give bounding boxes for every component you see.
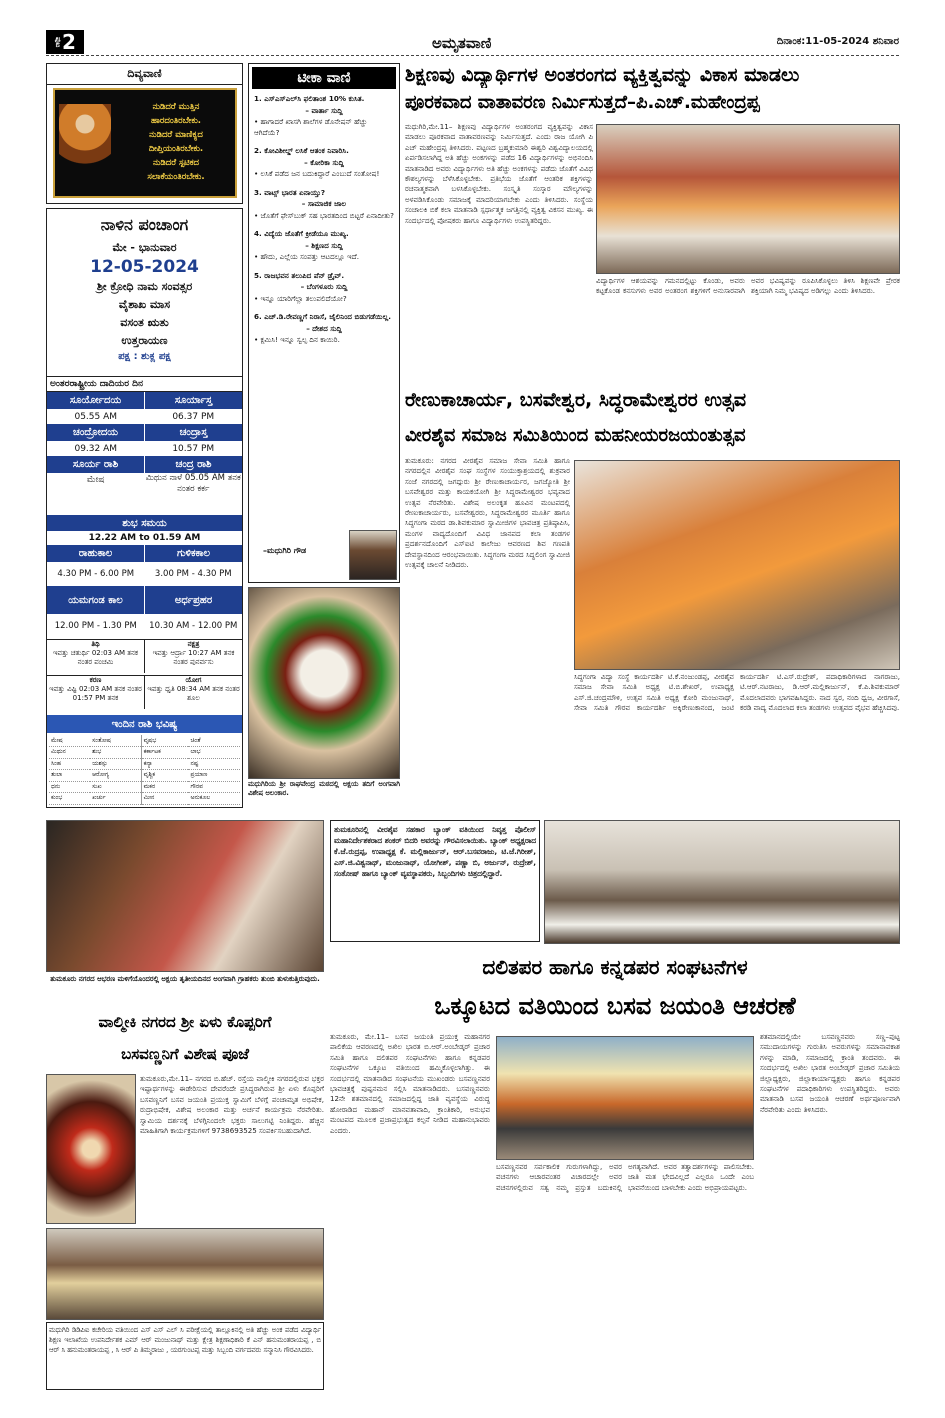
divyavani-line: ನುಡಿದರೆ ಮುತ್ತಿನ <box>152 102 200 112</box>
yoga-value: ಇವತ್ತು ಧೃತಿ 08:34 AM ತನಕ ನಂತರ ಶೂಲ <box>147 685 240 702</box>
story2-body-2: ಸಿದ್ಧಗಂಗಾ ವಿದ್ಯಾ ಸಂಸ್ಥೆ ಕಾರ್ಯದರ್ಶಿ ಟಿ.ಕೆ.ನಂಜುಂಡಪ್ಪ, ವೀರಶೈವ ಸಮಾಜ ಸೇವಾ ಸಮಿತಿ ಅಧ್ಯಕ್ಷ ಟಿ.ಬಿ.ಶೇಖರ್, ಉಪಾಧ್ಯಕ್ಷ ಎಸ್.ಜಿ.ಚಂದ್ರಮೌಳಿ, ಉತ್ಸವ ಸಮಿತಿ ಅಧ್ಯಕ್ಷ ಕೋರಿ ಮಂಜುನಾಥ್, ಸೇವಾ ಸಮಿತಿ ಗೌರವ ಕಾರ್ಯದರ್ಶಿ ಅಕ್ಕಿರೇಣುಕಾನಂದ, ಜಂಟಿ ಕಾರ್ಯದರ್ಶಿ ಟಿ.ಎಸ್.ರುದ್ರೇಶ್, ಪದಾಧಿಕಾರಿಗಳಾದ ನಾಗರಾಜು, ಟಿ.ಆರ್.ನಟರಾಜು, ಡಿ.ಆರ್.ಮಲ್ಲಿಕಾರ್ಜುನ್, ಕೆ.ಪಿ.ಶಿವಕುಮಾರ್ ಮೊದಲಾದವರು ಭಾಗವಹಿಸಿದ್ದರು. ನಾದ ಸ್ವರ, ನಂದಿ ಧ್ವಜ, ವೀರಗಾಸೆ, ಕರಡಿ ವಾದ್ಯ ಮೊದಲಾದ ಕಲಾ ತಂಡಗಳು ಉತ್ಸವದ ವೈಭವ ಹೆಚ್ಚಿಸಿದವು. <box>574 672 900 713</box>
panchanga-masa: ವೈಶಾಖ ಮಾಸ <box>118 298 171 311</box>
suryodaya-label: ಸೂರ್ಯೋದಯ <box>47 392 144 409</box>
sun-labels <box>47 392 242 409</box>
panchanga-ritu: ವಸಂತ ಋತು <box>120 316 169 329</box>
basavanna-idol-photo <box>46 1074 136 1224</box>
gulika-label: ಗುಳಿಕಕಾಲ <box>144 545 242 562</box>
madhugiri-felicitation-photo <box>46 1228 324 1320</box>
story4-col-1: ತುಮಕೂರು, ಮೇ.11– ಬಸವ ಜಯಂತಿ ಪ್ರಯುಕ್ತ ಮಹಾನಗರ ಪಾಲಿಕೆಯ ಆವರಣದಲ್ಲಿ ಅಖಿಲ ಭಾರತ ಬಿ.ಆರ್.ಅಂಬೇಡ್ಕರ್ ಪ್ರಚಾರ ಸಮಿತಿ ಹಾಗೂ ದಲಿತಪರ ಸಂಘಟನೆಗಳು ಹಾಗೂ ಕನ್ನಡಪರ ಸಂಘಟನೆಗಳ ಒಕ್ಕೂಟ ವತಿಯಿಂದ ಹಮ್ಮಿಕೊಳ್ಳಲಾಗಿತ್ತು. ಈ ಸಂದರ್ಭದಲ್ಲಿ ಮಾತನಾಡಿದ ಸಂಘಟನೆಯ ಮುಖಂಡರು ಬಸವಣ್ಣನವರ ಭಾವಚಿತ್ರಕ್ಕೆ ಪುಷ್ಪನಮನ ಸಲ್ಲಿಸಿ ಮಾತನಾಡಿದರು. ಬಸವಣ್ಣನವರು 12ನೇ ಶತಮಾನದಲ್ಲಿ ಸಮಾಜದಲ್ಲಿದ್ದ ಜಾತಿ ವ್ಯವಸ್ಥೆಯ ವಿರುದ್ಧ ಹೋರಾಡಿದ ಮಹಾನ್ ಮಾನವತಾವಾದಿ, ಕ್ರಾಂತಿಕಾರಿ, ಅನುಭವ ಮಂಟಪದ ಮೂಲಕ ಪ್ರಜಾಪ್ರಭುತ್ವದ ಕಲ್ಪನೆ ನೀಡಿದ ಮಹಾನುಭಾವರು ಎಂದರು. <box>330 1032 490 1135</box>
surya-rashi-label: ಸೂರ್ಯ ರಾಶಿ <box>47 456 144 473</box>
tithi-value: ಇವತ್ತು ಚತುರ್ಥಿ 02:03 AM ತನಕ ನಂತರ ಪಂಚಮಿ <box>52 649 139 666</box>
rahu-labels <box>47 545 242 562</box>
story3-headline-1: ವಾಲ್ಮೀಕಿ ನಗರದ ಶ್ರೀ ಏಳು ಕೊಪ್ಪರಿಗೆ <box>98 1013 272 1031</box>
teeka-item: – ಬೆಂಗಳೂರು ಸುದ್ದಿ <box>300 282 348 291</box>
rashi-prediction: ಪ್ರಯಾಣ <box>188 770 240 782</box>
teeka-item: • ಹಾಗಾದರೆ ಖಾಸಗಿ ಶಾಲೆಗಳ ಡೊನೇಷನ್ ಹೆಚ್ಚು ಆಗಿದೆಯೆ? <box>254 117 368 137</box>
karana-value: ಇವತ್ತು ವಿಷ್ಟಿ 02:03 AM ತನಕ ನಂತರ 01:57 PM ತನಕ <box>49 685 142 702</box>
shop-photo-caption: ತುಮಕೂರು ನಗರದ ಆಭರಣ ಮಳಿಗೆಯೊಂದರಲ್ಲಿ ಅಕ್ಷಯ ತೃತೀಯದಿನದ ಅಂಗವಾಗಿ ಗ್ರಾಹಕರು ತುಂಬಿ ತುಳುಕುತ್ತಿರುವುದು. <box>50 975 320 983</box>
rahu-values <box>47 562 242 586</box>
rashi-name: ಕುಂಭ <box>49 793 90 805</box>
teeka-list <box>249 92 399 356</box>
rashi-name: ತುಲಾ <box>49 770 90 782</box>
rashi-title: ಇಂದಿನ ರಾಶಿ ಭವಿಷ್ಯ <box>47 715 242 733</box>
rashi-prediction: ಖರ್ಚು <box>90 793 141 805</box>
divyavani-line: ದೀಪ್ತಿಯಂತಿರಬೇಕು. <box>148 144 204 154</box>
teeka-item: 2. ಕೋವಿಶೀಲ್ಡ್ ಲಸಿಕೆ ಆತಂಕ ನಿವಾರಿಸಿ. <box>254 146 349 155</box>
page-no: 2 <box>62 30 76 54</box>
tithi-label: ತಿಥಿ <box>91 640 100 648</box>
teeka-box <box>248 63 400 583</box>
panchanga-title: ನಾಳಿನ ಪಂಚಾಂಗ <box>100 215 189 234</box>
divyavani-text <box>117 100 235 184</box>
moon-labels <box>47 424 242 441</box>
yoga-label: ಯೋಗ <box>185 676 202 684</box>
story4-col-2: ಬಸವಣ್ಣನವರ ಸರ್ವಕಾಲಿಕ ಗುರುಗಳಾಗಿದ್ದು, ಅವರ ವಚನಗಳು ಆಚಾರವಂತರ ವಿಚಾರದಲ್ಲೇ ಅವರ ವಚನಗಳಲ್ಲಿರುವ ಸತ್ವ ನಮ್ಮ ಪ್ರಸ್ತುತ ಬದುಕಿನಲ್ಲಿ ಅಗತ್ಯವಾಗಿದೆ. ಅವರ ತತ್ವಾದರ್ಶಗಳನ್ನು ಪಾಲಿಸಬೇಕು. ಜಾತಿ ಮತ ಭೇದವಿಲ್ಲದೆ ಎಲ್ಲರೂ ಒಂದೇ ಎಂಬ ಭಾವನೆಯಿಂದ ಬಾಳಬೇಕು ಎಂದು ಅಭಿಪ್ರಾಯಪಟ್ಟರು. <box>496 1162 754 1192</box>
bank-felicitation-photo <box>544 820 900 944</box>
teeka-item: 4. ವಿದ್ಯೆಯ ಜೊತೆಗೆ ಕ್ರೀಡೆಯೂ ಮುಖ್ಯ. <box>254 229 349 238</box>
rashi-name: ಮಿಥುನ <box>49 747 90 759</box>
rahu-label: ರಾಹುಕಾಲ <box>47 545 144 562</box>
nakshatra-value: ಇವತ್ತು ಆರ್ದ್ರಾ 10:27 AM ತನಕ ನಂತರ ಪುನರ್ವಸು <box>152 649 235 666</box>
suryasta-label: ಸೂರ್ಯಾಸ್ತ <box>144 392 242 409</box>
rashi-row <box>49 793 240 805</box>
divyavani-line: ನುಡಿದರೆ ಮಾಣಿಕ್ಯದ <box>149 130 203 140</box>
tithi-cell <box>47 640 145 673</box>
rashi-prediction: ಚಿಂತೆ <box>188 735 240 747</box>
nakshatra-label: ನಕ್ಷತ್ರ <box>187 640 200 648</box>
teeka-item: – ಸಾಮಾಜಿಕ ಜಾಲ <box>301 199 347 208</box>
teeka-item: 6. ಎಚ್.ಡಿ.ರೇವಣ್ಣಗೆ ನಿರಾಸೆ, ಜೈಲಿನಿಂದ ಬಿಡುಗಡೆಯಿಲ್ಲ. <box>254 312 391 321</box>
karana-cell <box>47 676 145 709</box>
rashi-name: ಮಕರ <box>141 781 188 793</box>
chandra-rashi-value: ಮಿಥುನ ನಾಳೆ 05.05 AM ತನಕ ನಂತರ ಕರ್ಕ <box>145 473 241 494</box>
panchanga-date: 12-05-2024 <box>90 257 199 277</box>
idol-caption: ಮಧುಗಿರಿಯ ಶ್ರೀ ರಾಘವೇಂದ್ರ ಮಠದಲ್ಲಿ ಅಕ್ಷಯ ತದಿಗೆ ಅಂಗವಾಗಿ ವಿಶೇಷ ಅಲಂಕಾರ. <box>248 780 400 797</box>
story1-headline-1: ಶಿಕ್ಷಣವು ವಿದ್ಯಾರ್ಥಿಗಳ ಅಂತರಂಗದ ವ್ಯಕ್ತಿತ್ವವನ್ನು ವಿಕಾಸ ಮಾಡಲು <box>405 64 800 86</box>
rashi-row <box>49 735 240 747</box>
basavanna-figure-icon <box>59 104 111 184</box>
bank-caption: ತುಮಕೂರಿನಲ್ಲಿ ವೀರಶೈವ ಸಹಕಾರ ಬ್ಯಾಂಕ್ ವತಿಯಿಂದ ನಿವೃತ್ತ ಪೊಲೀಸ್ ಮಹಾನಿರ್ದೇಶಕರಾದ ಶಂಕರ್ ಬಿದರಿ ಅವರನ್ನು ಗೌರವಿಸಲಾಯಿತು. ಬ್ಯಾಂಕ್ ಅಧ್ಯಕ್ಷರಾದ ಕೆ.ಜೆ.ರುದ್ರಪ್ಪ, ಉಪಾಧ್ಯಕ್ಷ ಕೆ. ಮಲ್ಲಿಕಾರ್ಜುನ್, ಆರ್.ಬಸವರಾಜು, ಟಿ.ಜೆ.ಗಿರೀಶ್, ಎಸ್.ಜಿ.ವಿಶ್ವನಾಥ್, ಮಂಜುನಾಥ್, ಯೋಗೀಶ್, ಪಣ್ಣಾ ಬಿ, ಅರ್ಜುನ್, ರುದ್ರೇಶ್, ಸಂತೋಷ್ ಹಾಗೂ ಬ್ಯಾಂಕ್ ವ್ಯವಸ್ಥಾಪಕರು, ಸಿಬ್ಬಂದಿಗಳು ಚಿತ್ರದಲ್ಲಿದ್ದಾರೆ. <box>330 820 540 942</box>
teeka-item: • ಲಸಿಕೆ ಪಡೆದ ಜನ ಬದುಕಿದ್ದಾರೆ ಎಂಬುದೆ ಸಂತೋಷ! <box>254 169 380 178</box>
chandrodaya-label: ಚಂದ್ರೋದಯ <box>47 424 144 441</box>
rashi-prediction: ಶುಭ <box>90 747 141 759</box>
ardha-label: ಅರ್ಧಪ್ರಹರ <box>144 586 242 614</box>
divyavani-line: ನುಡಿದರೆ ಸ್ಪಟಿಕದ <box>152 158 200 168</box>
teeka-item: • ಇನ್ನೂ ಯಾರಿಗೆಲ್ಲಾ ತಲುಪಲಿದೆಯೋ? <box>254 293 347 303</box>
teeka-item: • ಹೌದು, ಎಲ್ಲೆಯ ಸಂಪತ್ತು ಆಟದಲ್ಲೂ ಇದೆ. <box>254 252 360 261</box>
teeka-item: • ಕ್ಷಮಿಸಿ! ಇನ್ನೂ ಸ್ವಲ್ಪ ದಿನ ಕಾಯಿರಿ. <box>254 335 340 344</box>
tithi-row <box>47 639 242 673</box>
story1-headline-2: ಪೂರಕವಾದ ವಾತಾವರಣ ನಿರ್ಮಿಸುತ್ತದೆ–ಪಿ.ಎಚ್.ಮಹೇಂದ್ರಪ್ಪ <box>405 92 760 113</box>
divyavani-title: ದಿವ್ಯವಾಣಿ <box>47 64 242 85</box>
teeka-item: 5. ರಾಜಭವನ ತಲುಪಿದ ಪೆನ್ ಡ್ರೈವ್. <box>254 270 345 280</box>
divyavani-line: ಹಾರದಂತಿರಬೇಕು. <box>151 116 201 126</box>
teeka-item: • ಜೊತೆಗೆ ಫೇಸ್‌ಬುಕ್ ಸಹ ಭಾರತದಿಂದ ಬಿಟ್ಟರೆ ಏನಾದೀತು? <box>254 210 394 220</box>
panchanga-samvatsara: ಶ್ರೀ ಕ್ರೋಧಿ ನಾಮ ಸಂವತ್ಸರ <box>96 280 193 293</box>
story4-headline-1: ದಲಿತಪರ ಹಾಗೂ ಕನ್ನಡಪರ ಸಂಘಟನೆಗಳ <box>482 955 748 979</box>
rashi-name: ಕರ್ಕಾಟಕ <box>141 747 188 759</box>
rahu-value: 4.30 PM - 6.00 PM <box>57 569 135 579</box>
story1-students-photo <box>596 124 900 274</box>
teeka-item: – ಶಿಕ್ಷಣದ ಸುದ್ದಿ <box>305 240 343 250</box>
page-glyph: ಪುಟ <box>54 36 63 48</box>
rashi-prediction: ಆರೋಗ್ಯ <box>90 770 141 782</box>
divyavani-box <box>46 63 243 204</box>
story1-body: ಮಧುಗಿರಿ,ಮೇ.11– ಶಿಕ್ಷಣವು ವಿದ್ಯಾರ್ಥಿಗಳ ಅಂತರಂಗದ ವ್ಯಕ್ತಿತ್ವವನ್ನು ವಿಕಾಸ ಮಾಡಲು ಪೂರಕವಾದ ವಾತಾವರಣವನ್ನು ನಿರ್ಮಿಸುತ್ತದೆ. ಎಂದು ರಾಜ ಯೋಗಿ ಪಿ ಎಚ್ ಮಹೇಂದ್ರಪ್ಪ ತಿಳಿಸಿದರು. ಪಟ್ಟಣದ ಬ್ರಹ್ಮಕುಮಾರಿ ಈಶ್ವರಿ ವಿಶ್ವವಿದ್ಯಾಲಯದಲ್ಲಿ ಏರ್ಪಡಿಸಲಾಗಿದ್ದ ಅತಿ ಹೆಚ್ಚು ಅಂಕಗಳನ್ನು ಪಡೆದ 16 ವಿದ್ಯಾರ್ಥಿಗಳನ್ನು ಅಭಿನಂದಿಸಿ ಮಾತನಾಡಿದ ಅವರು ವಿದ್ಯಾರ್ಥಿಗಳು ಅತಿ ಹೆಚ್ಚು ಅಂಕಗಳನ್ನು ಪಡೆದು ಜೊತೆಗೆ ವಿವಿಧ ಕೌಶಲ್ಯಗಳನ್ನು ಬೆಳೆಸಿಕೊಳ್ಳಬೇಕು. ಪ್ರತಿಭೆಯ ಜೊತೆಗೆ ಆಂತರಿಕ ಶಕ್ತಿಗಳನ್ನು ರಚನಾತ್ಮಕವಾಗಿ ಬಳಸಿಕೊಳ್ಳಬೇಕು. ಸಂಸ್ಕೃತಿ ಸಂಸ್ಕಾರ ಮೌಲ್ಯಗಳನ್ನು ಅಳವಡಿಸಿಕೊಂಡು ಸಮಾಜಕ್ಕೆ ಮಾದರಿಯಾಗಬೇಕು ಎಂದು ತಿಳಿಸಿದರು. ಸಂಸ್ಥೆಯ ಸಂಚಾಲಕಿ ಬಿಕೆ ಕಲಾ ಮಾತನಾಡಿ ಸ್ಪರ್ಧಾತ್ಮಕ ಜಗತ್ತಿನಲ್ಲಿ ವ್ಯಕ್ತಿತ್ವ ವಿಕಸನ ಮುಖ್ಯ. ಈ ಸಂದರ್ಭದಲ್ಲಿ ಪೋಷಕರು ಹಾಗೂ ವಿದ್ಯಾರ್ಥಿಗಳು ಉಪಸ್ಥಿತರಿದ್ದರು. <box>405 122 593 225</box>
story3-headline-2: ಬಸವಣ್ಣನಿಗೆ ವಿಶೇಷ ಪೂಜೆ <box>121 1045 249 1063</box>
chandrasta-value: 10.57 PM <box>172 443 215 454</box>
teeka-item: 3. ವಾಟ್ಸ್ ಭಾರತ ಏನಾಯ್ತು? <box>254 187 326 197</box>
chandra-rashi-label: ಚಂದ್ರ ರಾಶಿ <box>144 456 242 473</box>
panchanga-ayana: ಉತ್ತರಾಯಣ <box>121 334 168 347</box>
story2-procession-photo <box>574 460 900 670</box>
idol-photo <box>248 587 400 779</box>
story4-headline-2: ಒಕ್ಕೂಟದ ವತಿಯಿಂದ ಬಸವ ಜಯಂತಿ ಆಚರಣೆ <box>434 992 796 1020</box>
teeka-item: – ವಾರ್ತಾ ಸುದ್ದಿ <box>305 105 343 115</box>
page-number-badge <box>46 30 84 54</box>
rashi-name: ವೃಶ್ಚಿಕ <box>141 770 188 782</box>
shubha-label: ಶುಭ ಸಮಯ <box>47 515 242 531</box>
teeka-item: – ಕೋರಿಕಾ ಸುದ್ದಿ <box>304 157 344 167</box>
story2-headline-2: ವೀರಶೈವ ಸಮಾಜ ಸಮಿತಿಯಿಂದ ಮಹನೀಯರಜಯಂತುತ್ಸವ <box>405 425 746 446</box>
jewellery-shop-photo <box>46 820 324 972</box>
karana-label: ಕರಣ <box>89 676 102 684</box>
rashi-labels <box>47 456 242 473</box>
chandrodaya-value: 09.32 AM <box>74 443 118 454</box>
chandrasta-label: ಚಂದ್ರಾಸ್ತ <box>144 424 242 441</box>
rashi-row <box>49 781 240 793</box>
madhugiri-caption: ಮಧುಗಿರಿ ಡಿಡಿಪಿಐ ಕಚೇರಿಯ ವತಿಯಿಂದ ಎಸ್ ಎಸ್ ಎಲ್ ಸಿ ಪರೀಕ್ಷೆಯಲ್ಲಿ ತಾಲ್ಲೂಕಿನಲ್ಲಿ ಅತಿ ಹೆಚ್ಚು ಅಂಕ ಪಡೆದ ವಿದ್ಯಾರ್ಥಿ ಶಿಕ್ಷಣ ಇಲಾಖೆಯ ಉಪನಿರ್ದೇಶಕ ಎಮ್ ಆರ್ ಮಂಜುನಾಥ್ ಮತ್ತು ಕ್ಷೇತ್ರ ಶಿಕ್ಷಣಾಧಿಕಾರಿ ಕೆ ಎನ್ ಹನುಮಂತರಾಯಪ್ಪ , ಬಿ ಆರ್ ಸಿ ಹನುಮಂತರಾಯಪ್ಪ , ಸಿ ಆರ್ ಪಿ ತಿಮ್ಮರಾಜು , ಯರಗುಂಟಪ್ಪ ಮತ್ತು ಸಿಬ್ಬಂದಿ ವರ್ಗದವರು ಸನ್ಮಾನಿಸಿ ಗೌರವಿಸಿದರು. <box>46 1322 324 1390</box>
suryodaya-value: 05.55 AM <box>74 411 118 422</box>
yama-labels <box>47 586 242 614</box>
story4-col-3: ಶತಮಾನದಲ್ಲಿಯೇ ಬಸವಣ್ಣನವರು ಸಣ್ಣ–ಪುಟ್ಟ ಸಮುದಾಯಗಳನ್ನು ಗುರುತಿಸಿ ಅವರುಗಳನ್ನು ಸಮಾನಾವಕಾಶ ಗಳನ್ನು ಮಾಡಿ, ಸಮಾಜದಲ್ಲಿ ಕ್ರಾಂತಿ ತಂದವರು. ಈ ಸಂದರ್ಭದಲ್ಲಿ ಅಖಿಲ ಭಾರತ ಅಂಬೇಡ್ಕರ್ ಪ್ರಚಾರ ಸಮಿತಿಯ ಜಿಲ್ಲಾಧ್ಯಕ್ಷರು, ಜಿಲ್ಲಾಕಾರ್ಯಾಧ್ಯಕ್ಷರು ಹಾಗೂ ಕನ್ನಡಪರ ಸಂಘಟನೆಗಳ ಪದಾಧಿಕಾರಿಗಳು ಉಪಸ್ಥಿತರಿದ್ದರು. ಅವರು ಮಾತನಾಡಿ ಬಸವ ಜಯಂತಿ ಆಚರಣೆ ಅರ್ಥಪೂರ್ಣವಾಗಿ ನೆರವೇರಿತು ಎಂದು ತಿಳಿಸಿದರು. <box>760 1032 900 1114</box>
ardha-value: 10.30 AM - 12.00 PM <box>149 621 238 631</box>
rashi-prediction: ಯಶಸ್ಸು <box>90 758 141 770</box>
date-line: ದಿನಾಂಕ:11-05-2024 ಶನಿವಾರ <box>773 36 899 47</box>
panchanga-paksha: ಪಕ್ಷ : ಶುಕ್ಲ ಪಕ್ಷ <box>118 351 171 362</box>
karana-row <box>47 675 242 709</box>
gulika-value: 3.00 PM - 4.30 PM <box>154 569 232 579</box>
rashi-name: ವೃಷಭ <box>141 735 188 747</box>
shubha-value: 12.22 AM to 01.59 AM <box>88 533 201 543</box>
sun-values <box>47 409 242 424</box>
story3-body: ತುಮಕೂರು,ಮೇ.11– ನಗರದ ಬಿ.ಹೆಚ್. ರಸ್ತೆಯ ವಾಲ್ಮೀಕಿ ನಗರದಲ್ಲಿರುವ ಭಕ್ತರ ಇಷ್ಟಾರ್ಥಗಳನ್ನು ಈಡೇರಿಸುವ ದೇವರೆಂದೇ ಪ್ರಸಿದ್ಧರಾಗಿರುವ ಶ್ರೀ ಏಳು ಕೊಪ್ಪರಿಗೆ ಬಸವಣ್ಣನಿಗೆ ಬಸವ ಜಯಂತಿ ಪ್ರಯುಕ್ತ ಸ್ವಾಮಿಗೆ ಬೆಳಗ್ಗೆ ಪಂಚಾಮೃತ ಅಭಿಷೇಕ, ರುದ್ರಾಭಿಷೇಕ, ವಿಶೇಷ ಅಲಂಕಾರ ಮತ್ತು ಅರ್ಚನೆ ಕಾರ್ಯಕ್ರಮ ನೆರವೇರಿತು. ಸ್ವಾಮಿಯ ದರ್ಶನಕ್ಕೆ ಬೆಳಗ್ಗಿನಿಂದಲೇ ಭಕ್ತರು ಸಾಲುಗಟ್ಟಿ ನಿಂತಿದ್ದರು. ಹೆಚ್ಚಿನ ಮಾಹಿತಿಗಾಗಿ ಕಾರ್ಯಕ್ರಮಗಳಿಗೆ 9738693525 ಸಂಪರ್ಕಿಸಬಹುದಾಗಿದೆ. <box>140 1074 324 1136</box>
teeka-title: ಟೀಕಾ ವಾಣಿ <box>252 67 396 89</box>
rashi-prediction: ಅನುಕೂಲ <box>188 793 240 805</box>
teeka-item: – ದೇಶದ ಸುದ್ದಿ <box>306 323 342 333</box>
surya-rashi-value: ಮೇಷ <box>86 475 105 485</box>
panchanga-box <box>46 208 243 808</box>
author-photo <box>349 530 397 580</box>
divyavani-panel <box>53 88 237 198</box>
rashi-row <box>49 747 240 759</box>
yama-values <box>47 614 242 638</box>
rashi-name: ಮೇಷ <box>49 735 90 747</box>
basava-jayanti-group-photo <box>496 1036 754 1160</box>
panchanga-day: ಮೇ - ಭಾನುವಾರ <box>112 241 177 254</box>
rashi-prediction: ಸುಖ <box>90 781 141 793</box>
story2-headline-1: ರೇಣುಕಾಚಾರ್ಯ, ಬಸವೇಶ್ವರ, ಸಿದ್ಧರಾಮೇಶ್ವರರ ಉತ್ಸವ <box>405 389 747 411</box>
rashi-prediction: ಗೌರವ <box>188 781 240 793</box>
rashi-row <box>49 758 240 770</box>
suryasta-value: 06.37 PM <box>172 411 215 422</box>
rashi-prediction: ಲಾಭ <box>188 747 240 759</box>
story1-photo-caption: ವಿದ್ಯಾರ್ಥಿಗಳ ಆಶಯವನ್ನು ಗಮನದಲ್ಲಿಟ್ಟು ಕೊಂಡು, ಅವರು ಕಟ್ಟಕೊಂಡ ಕನಸುಗಳು ಅವರ ಅಂತರಂಗ ಶಕ್ತಿಗಳಿಗೆ ಅನುಸಾರವಾಗಿ ಅವರ ಭವಿಷ್ಯವನ್ನು ರೂಪಿಸಿಕೊಳ್ಳಲು ತಿಳಿಸಿ ಶಿಕ್ಷಣವೇ ಪ್ರೇರಕ ಶಕ್ತಿಯಾಗಿ ನಿಮ್ಮ ಭವಿಷ್ಯದ ಅಡಿಗಲ್ಲು ಎಂದು ತಿಳಿಸಿದರು. <box>596 276 900 296</box>
rashi-name: ಸಿಂಹ <box>49 758 90 770</box>
panchanga-special-day: ಅಂತರರಾಷ್ಟ್ರೀಯ ದಾದಿಯರ ದಿನ <box>47 376 242 392</box>
rashi-table <box>49 735 240 805</box>
teeka-item: 1. ಎಸ್‌ಎಸ್‌ಎಲ್‌ಸಿ ಫಲಿತಾಂಶ 10% ಕುಸಿತ. <box>254 94 365 103</box>
yama-value: 12.00 PM - 1.30 PM <box>54 621 137 631</box>
rashi-name: ಮೀನ <box>141 793 188 805</box>
rashi-row <box>49 770 240 782</box>
rashi-prediction: ನಷ್ಟ <box>188 758 240 770</box>
yama-label: ಯಮಗಂಡ ಕಾಲ <box>47 586 144 614</box>
page-header <box>46 30 899 56</box>
rashi-name: ಧನು <box>49 781 90 793</box>
rashi-values <box>47 473 242 513</box>
teeka-author: –ಮಧುಗಿರಿ ಗೌಡ <box>263 546 307 555</box>
moon-values <box>47 441 242 456</box>
paper-name: ಅಮೃತವಾಣಿ <box>426 34 497 52</box>
yoga-cell <box>145 676 242 709</box>
rashi-prediction: ಸಂತೋಷ <box>90 735 141 747</box>
rashi-name: ಕನ್ಯಾ <box>141 758 188 770</box>
story2-body: ತುಮಕೂರು: ನಗರದ ವೀರಶೈವ ಸಮಾಜ ಸೇವಾ ಸಮಿತಿ ಹಾಗೂ ನಗರದಲ್ಲಿನ ವೀರಶೈವ ಸಂಘ ಸಂಸ್ಥೆಗಳ ಸಂಯುಕ್ತಾಶ್ರಯದಲ್ಲಿ ಶುಕ್ರವಾರ ಸಂಜೆ ನಗರದಲ್ಲಿ ಜಗದ್ಗುರು ಶ್ರೀ ರೇಣುಕಾಚಾರ್ಯರ, ಜಗಜ್ಯೋತಿ ಶ್ರೀ ಬಸವೇಶ್ವರರ ಮತ್ತು ಕಾಯಕಯೋಗಿ ಶ್ರೀ ಸಿದ್ಧರಾಮೇಶ್ವರರ ಭವ್ಯವಾದ ಉತ್ಸವ ನೆರವೇರಿತು. ವಿಶೇಷ ಅಲಂಕೃತ ಹೂವಿನ ಮಂಟಪದಲ್ಲಿ ರೇಣುಕಾಚಾರ್ಯರು, ಬಸವೇಶ್ವರರು, ಸಿದ್ಧರಾಮೇಶ್ವರರ ಮೂರ್ತಿ ಹಾಗೂ ಸಿದ್ಧಗಂಗಾ ಮಠದ ಡಾ.ಶಿವಕುಮಾರ ಸ್ವಾಮೀಜಿಗಳ ಭಾವಚಿತ್ರ ಪ್ರತಿಷ್ಠಾಪಿಸಿ, ಮಂಗಳ ವಾದ್ಯದೊಂದಿಗೆ ವಿವಿಧ ಜಾನಪದ ಕಲಾ ತಂಡಗಳ ಪ್ರದರ್ಶನದೊಂದಿಗೆ ಎಸ್‌ಐಟಿ ಕಾಲೇಜು ಆವರಣದ ಶಿವ ಗಣಪತಿ ದೇವಸ್ಥಾನದಿಂದ ಆರಂಭವಾಯಿತು. ಸಿದ್ಧಗಂಗಾ ಮಠದ ಸಿದ್ಧಲಿಂಗ ಸ್ವಾಮೀಜಿ ಉತ್ಸವಕ್ಕೆ ಚಾಲನೆ ನೀಡಿದರು. <box>405 456 570 570</box>
nakshatra-cell <box>145 640 242 673</box>
divyavani-line: ಸಲಾಕೆಯಂತಿರಬೇಕು. <box>147 172 205 182</box>
